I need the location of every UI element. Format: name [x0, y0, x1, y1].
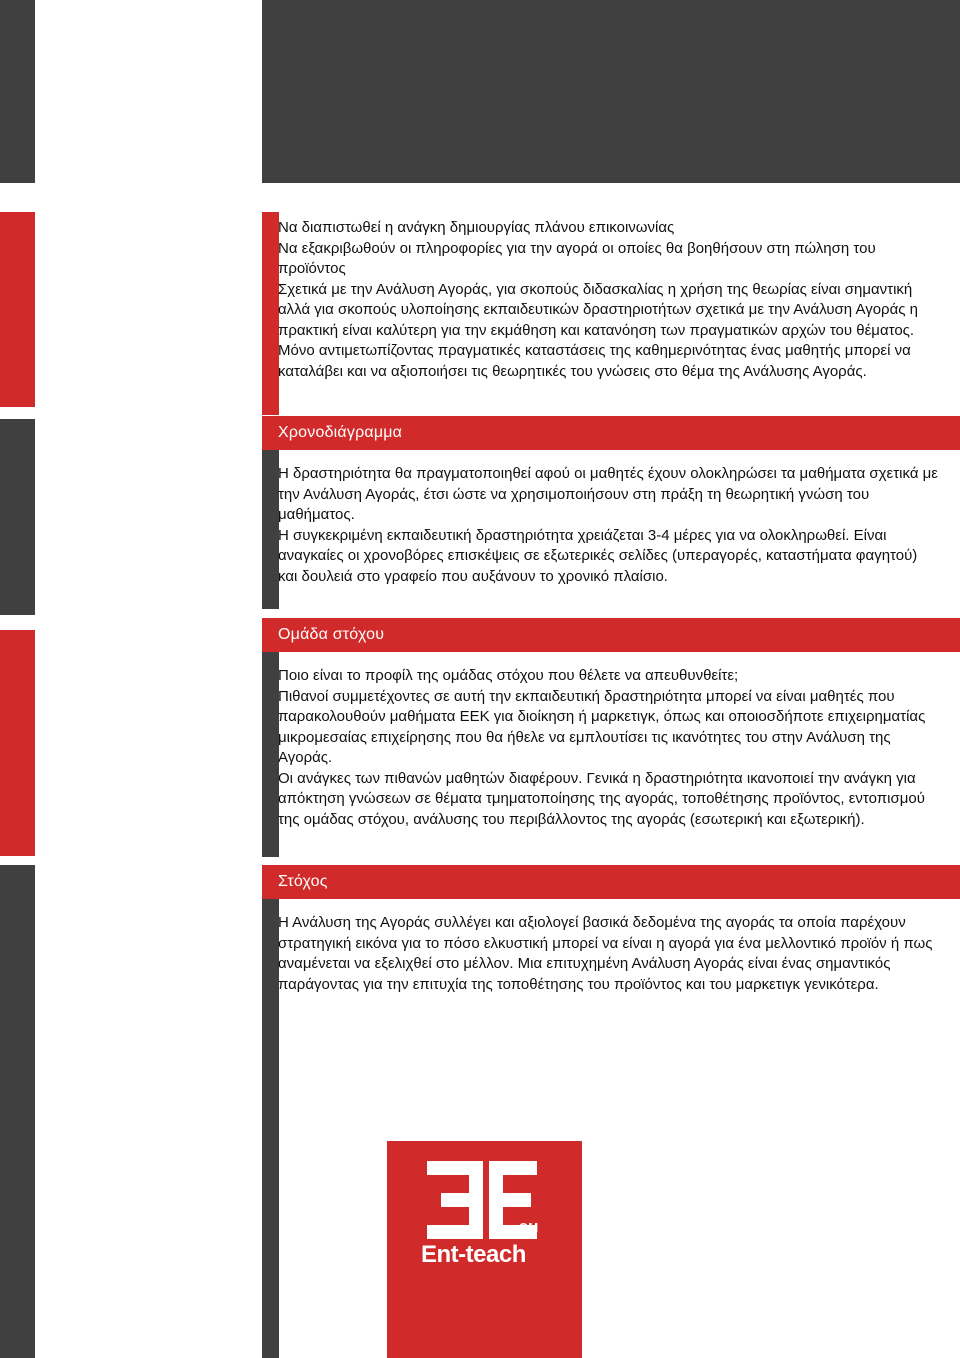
- target-group-paragraph-1: Ποιο είναι το προφίλ της ομάδας στόχου που θέλετε να απευθυνθείτε;: [278, 667, 739, 684]
- goal-text: [278, 913, 938, 995]
- right-bar-dark-3: [262, 899, 279, 1358]
- left-bar-dark-1: [0, 419, 35, 615]
- left-bar-dark-2: [0, 865, 35, 1358]
- intro-line-3: Σχετικά με την Ανάλυση Αγοράς, για σκοπούς διδασκαλίας η χρήση της θεωρίας είναι σημαντική αλλά για σκοπούς υλοποίησης εκπαιδευτικών δραστηριοτήτων σχετικά με την Ανάλυση Αγοράς η πρακτική είναι καλύτερη για την εκμάθηση και κατανόηση των πραγματικών αρχών του θέματος. Μόνο αντιμετωπίζοντας πραγματικές καταστάσεις της καθημερινότητας ένας μαθητής μπορεί να καταλάβει και να αξιοποιήσει τις θεωρητικές του γνώσεις στο θέμα της Ανάλυσης Αγοράς.: [278, 280, 918, 380]
- section-heading-target-group: Ομάδα στόχου: [262, 618, 960, 652]
- goal-paragraph-1: Η Ανάλυση της Αγοράς συλλέγει και αξιολογεί βασικά δεδομένα της αγοράς τα οποία παρέχουν στρατηγική εικόνα για το πόσο ελκυστική μπορεί να είναι η αγορά για ένα μελλοντικό προϊόν ή πως αναμένεται να εξελιχθεί στο μέλλον. Μια επιτυχημένη Ανάλυση Αγοράς είναι ένας σημαντικός παράγοντας για την επιτυχία της τοποθέτησης του προϊόντος και του μαρκετιγκ γενικότερα.: [278, 914, 933, 993]
- target-group-text: [278, 666, 938, 830]
- right-bar-dark-1: [262, 449, 279, 609]
- left-bar-red-1: [0, 212, 35, 407]
- left-bar-red-2: [0, 630, 35, 856]
- target-group-paragraph-2: Πιθανοί συμμετέχοντες σε αυτή την εκπαιδευτική δραστηριότητα μπορεί να είναι μαθητές που παρακολουθούν μαθήματα ΕΕΚ για διοίκηση ή μαρκετιγκ, όπως και οποιοσδήποτε επιχειρηματίας μικρομεσαίας επιχείρησης που θα ήθελε να εμπλουτίσει τις ικανότητες του στην Ανάλυση της Αγοράς.: [278, 687, 926, 766]
- right-bar-dark-top: [262, 0, 960, 183]
- target-group-paragraph-3: Οι ανάγκες των πιθανών μαθητών διαφέρουν. Γενικά η δραστηριότητα ικανοποιεί την ανάγκη για απόκτηση γνώσεων σε θέματα τμηματοποίησης της αγοράς, τοποθέτησης προϊόντος, εντοπισμού της ομάδας στόχου, ανάλυσης του περιβάλλοντος της αγοράς (εσωτερική και εξωτερική).: [278, 769, 925, 828]
- section-heading-goal: Στόχος: [262, 865, 960, 899]
- intro-line-1: Να διαπιστωθεί η ανάγκη δημιουργίας πλάνου επικοινωνίας: [278, 219, 675, 236]
- ent-teach-logo: [387, 1141, 582, 1358]
- right-bar-red: [262, 212, 279, 415]
- logo-suffix: .eu: [514, 1217, 539, 1236]
- right-bar-dark-2: [262, 652, 279, 857]
- schedule-paragraph-1: Η δραστηριότητα θα πραγματοποιηθεί αφού οι μαθητές έχουν ολοκληρώσει τα μαθήματα σχετικά με την Ανάλυση Αγοράς, έτσι ώστε να χρησιμοποιήσουν στη πράξη τη θεωρητική γνώση του μαθήματος.: [278, 465, 938, 523]
- intro-line-2: Να εξακριβωθούν οι πληροφορίες για την αγορά οι οποίες θα βοηθήσουν στη πώληση του προϊόντος: [278, 239, 876, 277]
- logo-wordmark: Ent-teach: [421, 1241, 526, 1268]
- schedule-paragraph-2: Η συγκεκριμένη εκπαιδευτική δραστηριότητα χρειάζεται 3-4 μέρες για να ολοκληρωθεί. Είναι αναγκαίες οι χρονοβόρες επισκέψεις σε εξωτερικές σελίδες (υπεραγορές, καταστήματα φαγητού) και δουλειά στο γραφείο που αυξάνουν το χρονικό πλαίσιο.: [278, 526, 918, 585]
- intro-text: [278, 218, 938, 382]
- left-bar-dark-top: [0, 0, 35, 183]
- schedule-text: [278, 464, 938, 587]
- section-heading-schedule: Χρονοδιάγραμμα: [262, 416, 960, 450]
